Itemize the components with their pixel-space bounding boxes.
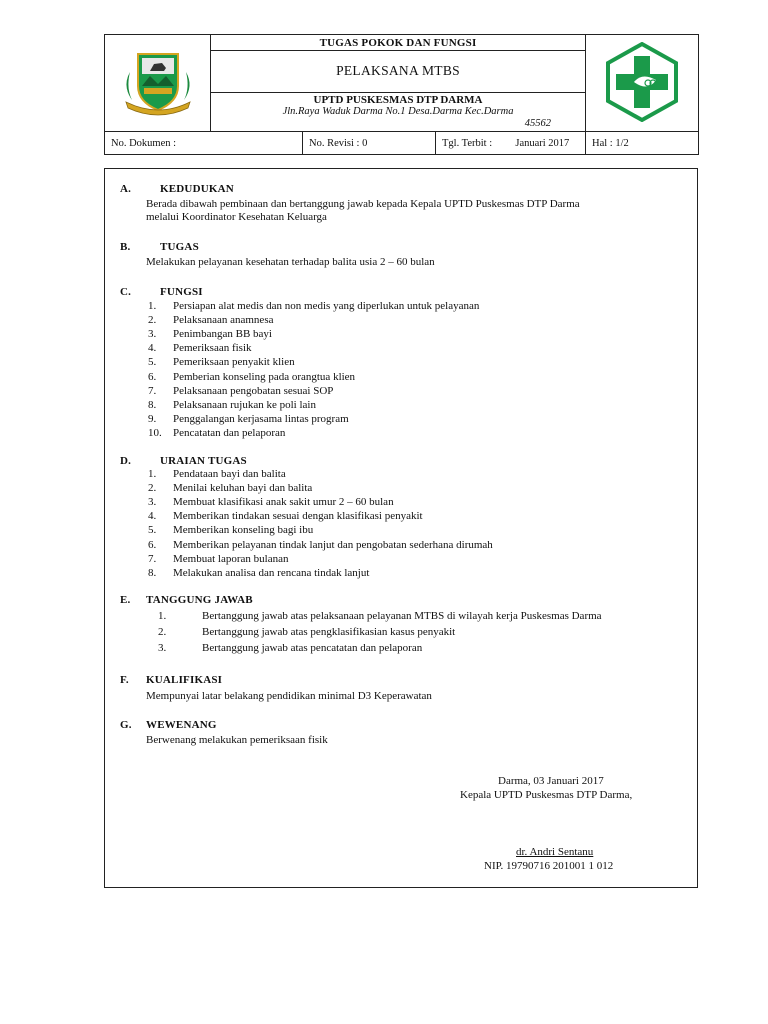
list-item: Memberikan tindakan sesuai dengan klasifikasi penyakit — [173, 510, 423, 523]
list-item: Bertanggung jawab atas pencatatan dan pelaporan — [202, 642, 423, 654]
postal-code: 45562 — [524, 117, 552, 129]
list-item: Bertanggung jawab atas pelaksanaan pelayanan MTBS di wilayah kerja Puskesmas Darma — [202, 610, 602, 622]
list-item-number: 1. — [148, 468, 157, 480]
list-item-number: 1. — [148, 300, 157, 312]
doc-type-title: TUGAS POKOK DAN FUNGSI — [211, 35, 586, 51]
list-item: Pelaksanaan pengobatan sesuai SOP — [173, 384, 334, 397]
list-item-number: 8. — [148, 398, 157, 411]
list-item: Pemberian konseling pada orangtua klien — [173, 370, 356, 383]
doc-number: No. Dokumen : — [105, 132, 303, 155]
section-c-heading: C. FUNGSI — [120, 286, 203, 298]
health-logo-cell — [586, 35, 699, 132]
section-a-text: Berada dibawah pembinaan dan bertanggung jawab kepada Kepala UPTD Puskesmas DTP Darma — [146, 198, 580, 210]
section-f-text: Mempunyai latar belakang pendidikan minimal D3 Keperawatan — [146, 690, 432, 702]
list-item-number: 8. — [148, 566, 157, 579]
list-item-number: 3. — [148, 496, 157, 509]
list-item: Pemeriksaan fisik — [173, 342, 252, 355]
list-item-number: 5. — [148, 524, 157, 537]
org-name: UPTD PUSKESMAS DTP DARMA — [313, 93, 483, 106]
list-item: Pendataan bayi dan balita — [173, 468, 286, 480]
section-f-heading: F. KUALIFIKASI — [120, 674, 223, 686]
section-d-heading: D. URAIAN TUGAS — [120, 455, 247, 467]
page-number: Hal : 1/2 — [586, 132, 699, 155]
list-item-number: 3. — [158, 642, 167, 654]
list-item: Pelaksanaan anamnesa — [173, 314, 274, 327]
issue-date — [436, 132, 586, 155]
list-item-number: 6. — [148, 538, 157, 551]
issue-date-label: Tgl. Terbit : — [442, 137, 493, 149]
regency-emblem-icon — [120, 46, 196, 118]
list-item-number: 5. — [148, 356, 157, 369]
list-item: Pemeriksaan penyakit klien — [173, 356, 295, 369]
list-item: Penggalangan kerjasama lintas program — [173, 412, 349, 425]
list-item-number: 9. — [148, 412, 157, 425]
puskesmas-cross-icon — [604, 42, 680, 122]
revision-number: No. Revisi : 0 — [303, 132, 436, 155]
list-item: Persiapan alat medis dan non medis yang diperlukan untuk pelayanan — [173, 300, 480, 312]
list-item: Pencatatan dan pelaporan — [173, 426, 286, 439]
list-item-number: 2. — [158, 626, 167, 638]
list-item: Melakukan analisa dan rencana tindak lanjut — [173, 566, 370, 579]
list-item-number: 7. — [148, 384, 157, 397]
list-item-number: 2. — [148, 482, 157, 495]
list-item-number: 4. — [148, 342, 157, 355]
list-item: Bertanggung jawab atas pengklasifikasian kasus penyakit — [202, 626, 456, 638]
page-title: PELAKSANA MTBS — [211, 51, 586, 92]
regency-logo-cell — [105, 35, 211, 132]
issue-date-value: Januari 2017 — [515, 137, 570, 149]
list-item-number: 6. — [148, 370, 157, 383]
org-address: Jln.Raya Waduk Darma No.1 Desa.Darma Kec.Darma — [282, 105, 514, 117]
header-table — [104, 34, 699, 155]
list-item: Memberikan konseling bagi ibu — [173, 524, 314, 537]
section-e-heading: E. TANGGUNG JAWAB — [120, 594, 253, 606]
list-item-number: 4. — [148, 510, 157, 523]
list-item-number: 3. — [148, 328, 157, 341]
list-item: Memberikan pelayanan tindak lanjut dan pengobatan sederhana dirumah — [173, 538, 493, 551]
list-item-number: 7. — [148, 552, 157, 565]
list-item-number: 10. — [148, 426, 162, 439]
section-a-heading: A. KEDUDUKAN — [120, 183, 234, 195]
section-g-text: Berwenang melakukan pemeriksaan fisik — [146, 734, 328, 746]
signature-place-date: Darma, 03 Januari 2017 — [498, 775, 604, 787]
list-item-number: 2. — [148, 314, 157, 327]
signature-nip: NIP. 19790716 201001 1 012 — [484, 860, 614, 872]
section-g-heading: G. WEWENANG — [120, 719, 217, 731]
list-item: Pelaksanaan rujukan ke poli lain — [173, 398, 316, 411]
section-a-text: melalui Koordinator Kesehatan Keluarga — [146, 211, 327, 223]
signature-position: Kepala UPTD Puskesmas DTP Darma, — [460, 789, 633, 801]
list-item: Menilai keluhan bayi dan balita — [173, 482, 313, 495]
section-b-heading: B. TUGAS — [120, 241, 199, 253]
list-item: Penimbangan BB bayi — [173, 328, 272, 341]
list-item-number: 1. — [158, 610, 167, 622]
list-item: Membuat klasifikasi anak sakit umur 2 – 60 bulan — [173, 496, 394, 509]
list-item: Membuat laporan bulanan — [173, 552, 289, 565]
org-info — [211, 92, 586, 131]
signature-name: dr. Andri Sentanu — [516, 846, 594, 858]
section-b-text: Melakukan pelayanan kesehatan terhadap balita usia 2 – 60 bulan — [146, 256, 435, 268]
